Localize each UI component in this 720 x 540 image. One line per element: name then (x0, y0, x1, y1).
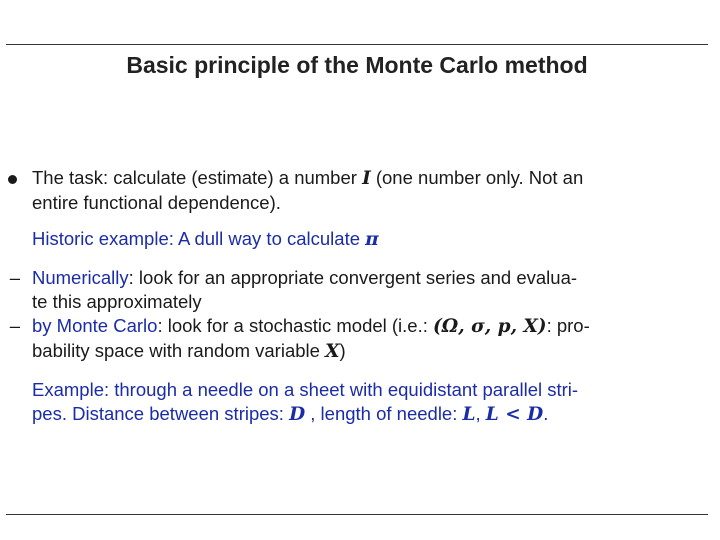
numerically-line2: te this approximately (32, 291, 202, 312)
probability-model: (Ω, σ, p, X) (433, 316, 547, 337)
needle-example (32, 378, 712, 427)
task-paragraph (32, 166, 712, 215)
task-line1-post: (one number only. Not an (370, 167, 584, 188)
monte-carlo-line1: : look for a stochastic model (i.e.: (157, 315, 434, 336)
inequality: L < D (485, 404, 544, 425)
monte-carlo-label: by Monte Carlo (32, 315, 158, 336)
dash-numerically: – (9, 267, 20, 288)
example-line1: Example: through a needle on a sheet with equidistant parallel stri- (32, 379, 579, 400)
numerically-label: Numerically (32, 267, 129, 288)
numerically-item (9, 266, 712, 314)
top-rule (6, 44, 708, 45)
symbol-pi: π (365, 229, 379, 250)
historic-example (32, 227, 712, 252)
monte-carlo-item (9, 314, 712, 364)
example-comma: , (475, 403, 486, 424)
task-line2: entire functional dependence). (32, 192, 281, 213)
dash-monte-carlo: – (9, 315, 20, 336)
monte-carlo-line1-end: : pro- (546, 315, 590, 336)
symbol-d: D (289, 404, 306, 425)
example-line2-pre: pes. Distance between stripes: (32, 403, 290, 424)
monte-carlo-line2-post: ) (339, 340, 346, 361)
symbol-l: L (462, 404, 476, 425)
task-line1-pre: The task: calculate (estimate) a number (32, 167, 363, 188)
bullet-dot (8, 175, 17, 184)
numerically-line1: : look for an appropriate convergent series and evalua- (128, 267, 578, 288)
example-period: . (543, 403, 549, 424)
historic-text: Historic example: A dull way to calculate (32, 228, 366, 249)
slide-content (9, 166, 712, 427)
bottom-rule (6, 514, 708, 515)
monte-carlo-line2-pre: bability space with random variable (32, 340, 326, 361)
symbol-i: I (362, 168, 371, 189)
slide-title: Basic principle of the Monte Carlo method (126, 52, 588, 78)
symbol-x: X (325, 341, 340, 362)
example-line2-mid: , length of needle: (305, 403, 463, 424)
